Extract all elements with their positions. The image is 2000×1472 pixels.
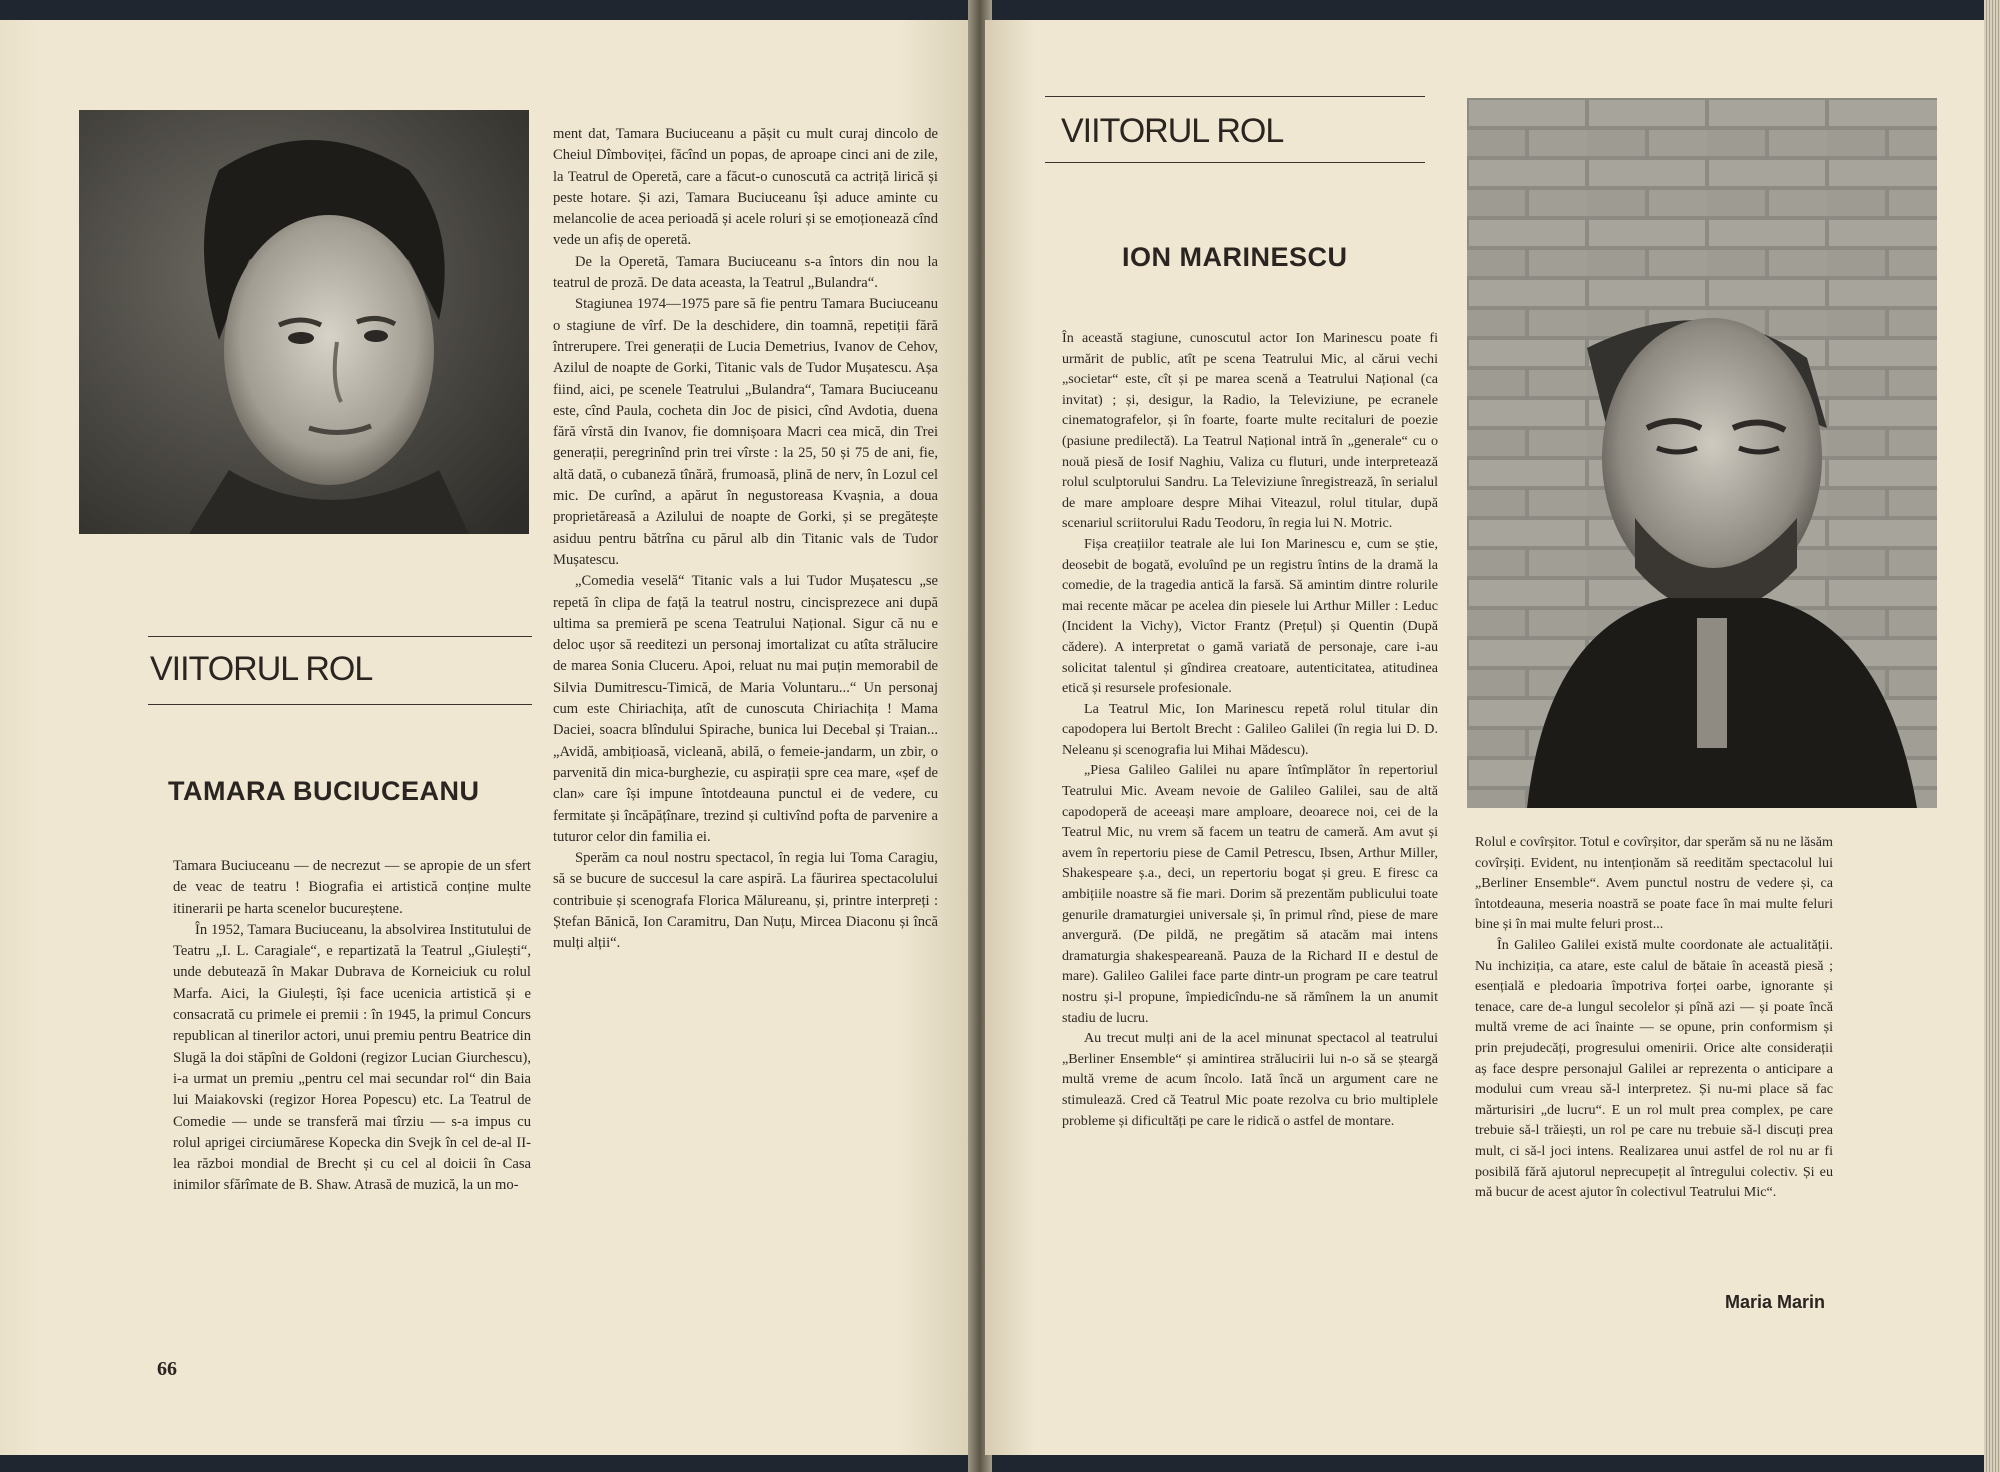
paragraph: De la Operetă, Tamara Buciuceanu s-a întors din nou la teatrul de proză. De data aceasta, la Teatrul „Bulandra“.	[553, 253, 938, 292]
paragraph: ment dat, Tamara Buciuceanu a pășit cu mult curaj dincolo de Cheiul Dîmboviței, făcînd un popas, de aproape cinci ani de zile, la Teatrul de Operetă, care a făcut-o cunoscută ca actriță lirică și peste hotare. Și azi, Tamara Buciuceanu își aduce aminte cu melancolie de acea perioadă și acele roluri și se emoționează cînd vede un afiș de operetă.	[553, 126, 938, 249]
paragraph: „Comedia veselă“ Titanic vals a lui Tudor Mușatescu „se repetă în clipa de față la teatrul nostru, cincisprezece ani după ultima sa premieră pe scena Teatrului Național. Sigur că nu e deloc ușor să reeditezi un personaj imortalizat cu atîta strălucire de marea Sonia Cluceru. Apoi, reluat nu mai puțin memorabil de Silvia Dumitrescu-Timică, de Maria Voluntaru...“ Un personaj cum este Chiriachița, atît de cunoscuta Chiriachița ! Mama Daciei, soacra blîndului Spirache, bunica lui Decebal și Traian... „Avidă, ambițioasă, vicleană, abilă, o femeie-jandarm, un zbir, o parvenită din mica-burghezie, cu aspirații spre cea mare, «șef de clan» care își impune întotdeauna punctul ei de vedere, cu fermitate și încăpățînare, trezind și cultivînd pofta de parvenire a tuturor celor din familia ei.	[553, 573, 938, 845]
section-label-left: VIITORUL ROL	[150, 650, 373, 688]
portrait-photo-ion-marinescu	[1467, 98, 1937, 808]
person-name-tamara: TAMARA BUCIUCEANU	[168, 776, 480, 806]
paragraph: Tamara Buciuceanu — de necrezut — se apropie de un sfert de veac de teatru ! Biografia ei artistică conține multe itinerarii pe harta scenelor bucureștene.	[173, 858, 531, 917]
paragraph: În această stagiune, cunoscutul actor Ion Marinescu poate fi urmărit de public, atît pe scena Teatrului Mic, al cărui vechi „societar“ este, cît și pe marea scenă a Teatrului Național (ca invitat) ; și, desigur, la Radio, la Televiziune, pe ecranele cinematografelor, și în foarte, foarte multe recitaluri de poezie (pasiune predilectă). La Teatrul Național intră în „generale“ cu o nouă piesă de Iosif Naghiu, Valiza cu fluturi, unde interpretează rolul sculptorului Sandru. La Televiziune înregistrează, în serialul de mare amploare despre Mihai Viteazul, rolul titular, după scenariul scriitorului Radu Teodoru, în regia lui N. Motric.	[1062, 330, 1438, 532]
paragraph: La Teatrul Mic, Ion Marinescu repetă rolul titular din capodopera lui Bertolt Brecht : Galileo Galilei (în regia lui D. D. Neleanu și scenografia lui Mihai Mădescu).	[1062, 700, 1438, 758]
paragraph: Fișa creațiilor teatrale ale lui Ion Marinescu e, cum se știe, deosebit de bogată, evoluînd pe un registru întins de la dramă la comedie, de la tragedia antică la farsă. Să amintim dintre rolurile mai recente măcar pe acelea din piesele lui Arthur Miller : Leduc (Incident la Vichy), Victor Frantz (Prețul) și Quentin (După cădere). A interpretat o gamă variată de personaje, care i-au solicitat talentul și gîndirea creatoare, autenticitatea, atitudinea etică și resursele profesionale.	[1062, 535, 1438, 697]
portrait-image	[79, 110, 529, 534]
paragraph: În Galileo Galilei există multe coordonate ale actualității. Nu inchiziția, ca atare, este calul de bătaie în această piesă ; esențială e pledoaria împotriva forței oarbe, ignorante și tenace, care de-a lungul secolelor și pînă azi — și poate încă multă vreme de aci înainte — se opune, prin conformism și prin prejudecăți, progresului omenirii. Orice alte considerații aș face despre personajul Galilei ar reprezenta o anticipare a modului cum vreau să-l interpretez. Și nu-mi place să fac mărturisiri „de lucru“. E un rol mult prea complex, pe care trebuie să-l trăiești, un rol pe care nu trebuie să-l discuți prea mult, ci să-l joci intens. Realizarea unui astfel de rol nu ar fi posibilă fără ajutorul neprecupețit al întregului colectiv. Și eu mă bucur de acest ajutor în colectivul Teatrului Mic“.	[1475, 936, 1833, 1201]
author-signature: Maria Marin	[1725, 1292, 1826, 1312]
paragraph: Stagiunea 1974—1975 pare să fie pentru Tamara Buciuceanu o stagiune de vîrf. De la deschidere, din toamnă, repetiții fără întrerupere. Trei generații de Lucia Demetrius, Ivanov de Cehov, Azilul de noapte de Gorki, Titanic vals de Tudor Mușatescu. Așa fiind, aici, pe scenele Teatrului „Bulandra“, Tamara Buciuceanu este, cînd Paula, cocheta din Joc de pisici, cînd Avdotia, duena fără vîrstă din Ivanov, fie domnișoara Macri cea mică, din Trei generații, peregrinînd prin trei vîrste : la 25, 50 și 75 de ani, fie, altă dată, o cubaneză tînără, frumoasă, plină de nerv, în Lozul cel mic. De curînd, a apărut în negustoreasa Kvașnia, a doua proprietăreasă a Azilului de noapte de Gorki, și se pregătește asiduu pentru bătrîna cu părul alb din Titanic vals de Tudor Mușatescu.	[553, 296, 938, 568]
title-rule-bottom-right	[1045, 162, 1425, 163]
page-number: 66	[157, 1358, 177, 1380]
page-edge	[1984, 0, 2000, 1472]
person-name-ion: ION MARINESCU	[1122, 242, 1348, 272]
portrait-photo-tamara-buciuceanu	[79, 110, 529, 534]
left-page	[0, 20, 975, 1455]
right-article-column-1	[1062, 328, 1438, 1131]
right-page	[985, 20, 1985, 1455]
title-rule-top-right	[1045, 96, 1425, 97]
section-label-right: VIITORUL ROL	[1061, 112, 1284, 150]
paragraph: „Piesa Galileo Galilei nu apare întîmplător în repertoriul Teatrului Mic. Aveam nevoie de Galileo Galilei, sau de altă capodoperă de aceeași mare amploare, deoarece noi, cei de la Teatrul Mic, nu vrem să facem un teatru de cameră. Am avut și avem în repertoriu piese de Camil Petrescu, Ibsen, Arthur Miller, Shakespeare ș.a., deci, un repertoriu bogat și greu. E firesc ca ambițiile noastre să fie mari. Dorim să prezentăm publicului toate genurile dramaturgiei universale și, în primul rînd, piese de mare anvergură. (De pildă, ne pregătim să atacăm mai intens dramaturgia shakespeareană. Pauza de la Richard II e destul de mare). Galileo Galilei face parte dintr-un program pe care teatrul nostru și-l propune, împiedicîndu-ne să rămînem la un anumit stadiu de lucru.	[1062, 762, 1438, 1026]
left-article-column-2	[553, 124, 938, 955]
paragraph: Rolul e covîrșitor. Totul e covîrșitor, dar sperăm să nu ne lăsăm covîrșiți. Evident, nu intenționăm să reedităm spectacolul lui „Berliner Ensemble“. Avem punctul nostru de vedere și, ca întotdeauna, meseria noastră se poate face în mai multe feluri bine și în mai multe feluri prost...	[1475, 834, 1833, 933]
portrait-image	[1467, 98, 1937, 808]
paragraph: În 1952, Tamara Buciuceanu, la absolvirea Institutului de Teatru „I. L. Caragiale“, e repartizată la Teatrul „Giulești“, unde debutează în Makar Dubrava de Korneiciuk cu rolul Marfa. Aici, la Giulești, își face ucenicia artistică și e consacrată cu primele ei premii : în 1945, la primul Concurs republican al tinerilor actori, unui premiu pentru Beatrice din Slugă la doi stăpîni de Goldoni (regizor Lucian Giurchescu), i-a urmat un premiu „pentru cel mai secundar rol“ din Baia lui Maiakovski (regizor Horea Popescu) etc. La Teatrul de Comedie — unde se transferă mai tîrziu — s-a impus cu rolul aprigei circiumărese Kopecka din Svejk în cel de-al II-lea război mondial de Brecht și cu cel al doicii în Casa inimilor sfărîmate de B. Shaw. Atrasă de muzică, la un mo-	[173, 921, 531, 1194]
title-rule-top	[148, 636, 532, 637]
paragraph: Au trecut mulți ani de la acel minunat spectacol al teatrului „Berliner Ensemble“ și amintirea strălucirii lui n-o să se șteargă multă vreme de acum încolo. Iată încă un argument care ne stimulează. Cred că Teatrul Mic poate rezolva cu brio multiplele probleme și dificultăți pe care le ridică o astfel de montare.	[1062, 1030, 1438, 1129]
left-article-column-1	[173, 856, 531, 1197]
title-rule-bottom	[148, 704, 532, 705]
right-article-column-2	[1475, 832, 1833, 1203]
paragraph: Sperăm ca noul nostru spectacol, în regia lui Toma Caragiu, să se bucure de succesul la care aspiră. La făurirea spectacolului contribuie și scenografa Florica Mălureanu, și, printre interpreți : Ștefan Bănică, Ion Caramitru, Dan Nuțu, Mircea Diaconu și încă mulți alții“.	[553, 850, 938, 952]
